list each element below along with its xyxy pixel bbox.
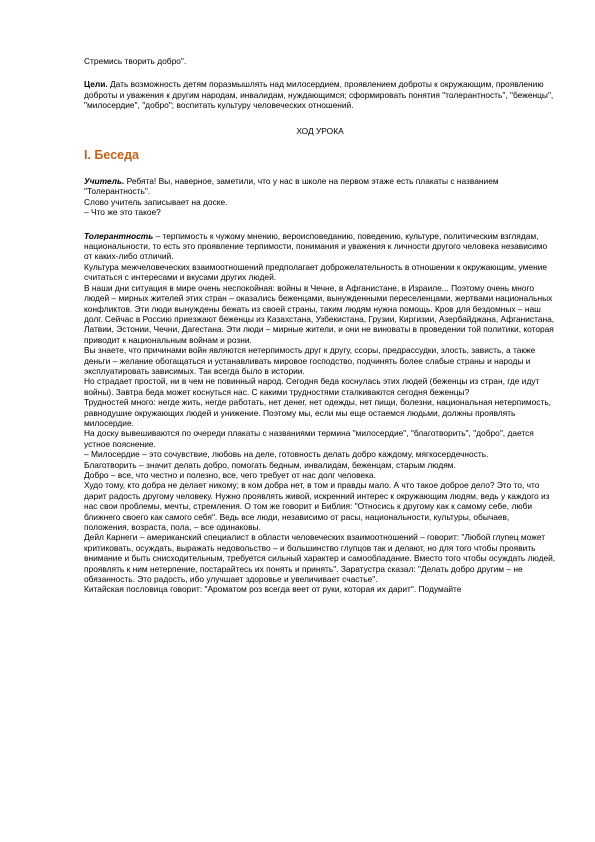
teacher-label: Учитель. [84, 176, 125, 187]
document-page [84, 56, 556, 595]
paragraph-war-causes: Вы знаете, что причинами войн являются нетерпимость друг к другу, ссоры, предрассудки, злость, зависть, а также деньги – желание обогащаться и устанавливать мировое господство, подчинять более слабые страны и народы и эксплуатировать зависимых. Так всегда было в истории. [84, 345, 536, 376]
paragraph-difficulties: Трудностей много: негде жить, негде работать, нет денег, нет одежды, нет пищи, болезни, национальная нетерпимость, равнодушие окружающих людей и унижение. Поэтому мы, если мы еще остаемся людьми, должны проявлять милосердие. [84, 397, 552, 428]
section-heading: I. Беседа [84, 148, 139, 163]
motto-line: Стремись творить добро". [84, 56, 187, 66]
tolerance-paragraph [84, 231, 556, 262]
paragraph-posters: На доску вывешиваются по очереди плакаты с названиями термина "милосердие", "благотворить", "добро", дается устное пояснение. [84, 428, 534, 449]
teacher-paragraph [84, 176, 556, 197]
question-line: – Что же это такое? [84, 207, 161, 218]
tolerance-text: – терпимость к чужому мнению, вероисповеданию, поведению, культуре, политическим взглядам, национальности, то есть это проявление терпимости, понимания и уважения к личности другого человека независимо от каких-либо отличий. [84, 230, 548, 262]
goal-paragraph [84, 79, 556, 110]
board-note: Слово учитель записывает на доске. [84, 196, 228, 207]
paragraph-proverb: Китайская пословица говорит: "Ароматом роз всегда веет от руки, которая их дарит". Подумайте [84, 584, 462, 595]
goal-label: Цели. [84, 79, 108, 90]
teacher-text: Ребята! Вы, наверное, заметили, что у нас в школе на первом этаже есть плакаты с названием "Толерантность". [84, 176, 499, 197]
paragraph-good-deed: Худо тому, кто добра не делает никому; в ком добра нет, в том и правды мало. А что такое доброе дело? Это то, что дарит радость другому человеку. Нужно проявлять живой, искренний интерес к окружающим людям, ведь у каждого из нас свои проблемы, мечты, стремления. О том же говорит и Библия: "Относись к другому как к самому себе, люби ближнего своего как самого себя". Ведь все люди, независимо от расы, национальности, культуры, обычаев, положения, возраста, пола, – все одинаковы. [84, 480, 550, 533]
paragraph-culture: Культура межчеловеческих взаимоотношений предполагает доброжелательность в отношении к окружающим, умение считаться с интересами и вкусами других людей. [84, 261, 548, 283]
lesson-title: ХОД УРОКА [296, 125, 344, 136]
paragraph-mercy: – Милосердие – это сочувствие, любовь на деле, готовность делать добро каждому, мягкосердечность. [84, 449, 489, 460]
paragraph-charity: Благотворить – значит делать добро, помогать бедным, инвалидам, беженцам, старым людям. [84, 459, 456, 470]
paragraph-suffering: Но страдает простой, ни в чем не повинный народ. Сегодня беда коснулась этих людей (беженцы из стран, где идут войны). Завтра беда может коснуться нас. С какими трудностями сталкиваются сегодня беженцы? [84, 376, 540, 397]
goal-text: Дать возможность детям поразмышлять над милосердием, проявлением доброты к окружающим, проявлению доброты и уважения к другим народам, инвалидам, нуждающимся; сформировать понятия "толерантность", "беженцы", "милосердие", "добро"; воспитать культуру человеческих отношений. [84, 79, 554, 111]
paragraph-refugees: В наши дни ситуация в мире очень неспокойная: войны в Чечне, в Афганистане, в Израиле... Поэтому очень много людей – мирных жителей этих стран – оказались беженцами, вынужденными переселенцами, жертвами национальных конфликтов. Эти люди вынуждены бежать из своей страны, таким людям нужна помощь. Кров для бездомных – наш долг. Сейчас в Россию приезжают беженцы из Казахстана, Узбекистана, Грузии, Киргизии, Азербайджана, Афганистана, Латвии, Эстонии, Чечни, Дагестана. Эти люди – мирные жители, и они не виноваты в проведении той политики, которая приводит к национальным войнам и розни. [84, 282, 555, 345]
tolerance-term: Толерантность [84, 230, 154, 241]
paragraph-good: Добро – все, что честно и полезно, все, чего требует от нас долг человека. [84, 470, 376, 480]
paragraph-carnegie: Дейл Карнеги – американский специалист в области человеческих взаимоотношений – говорит: "Любой глупец может критиковать, осуждать, выражать недовольство – и большинство глупцов так и делают, но для того чтобы проявить внимание и быть снисходительным, требуется сильный характер и самообладание. Вместо того чтобы осуждать людей, проявлять к ним нетерпение, постарайтесь их понять и принять". Заратустра сказал: "Делать добро другим – не обязанность. Это радость, ибо улучшает здоровье и увеличивает счастье". [84, 532, 556, 585]
